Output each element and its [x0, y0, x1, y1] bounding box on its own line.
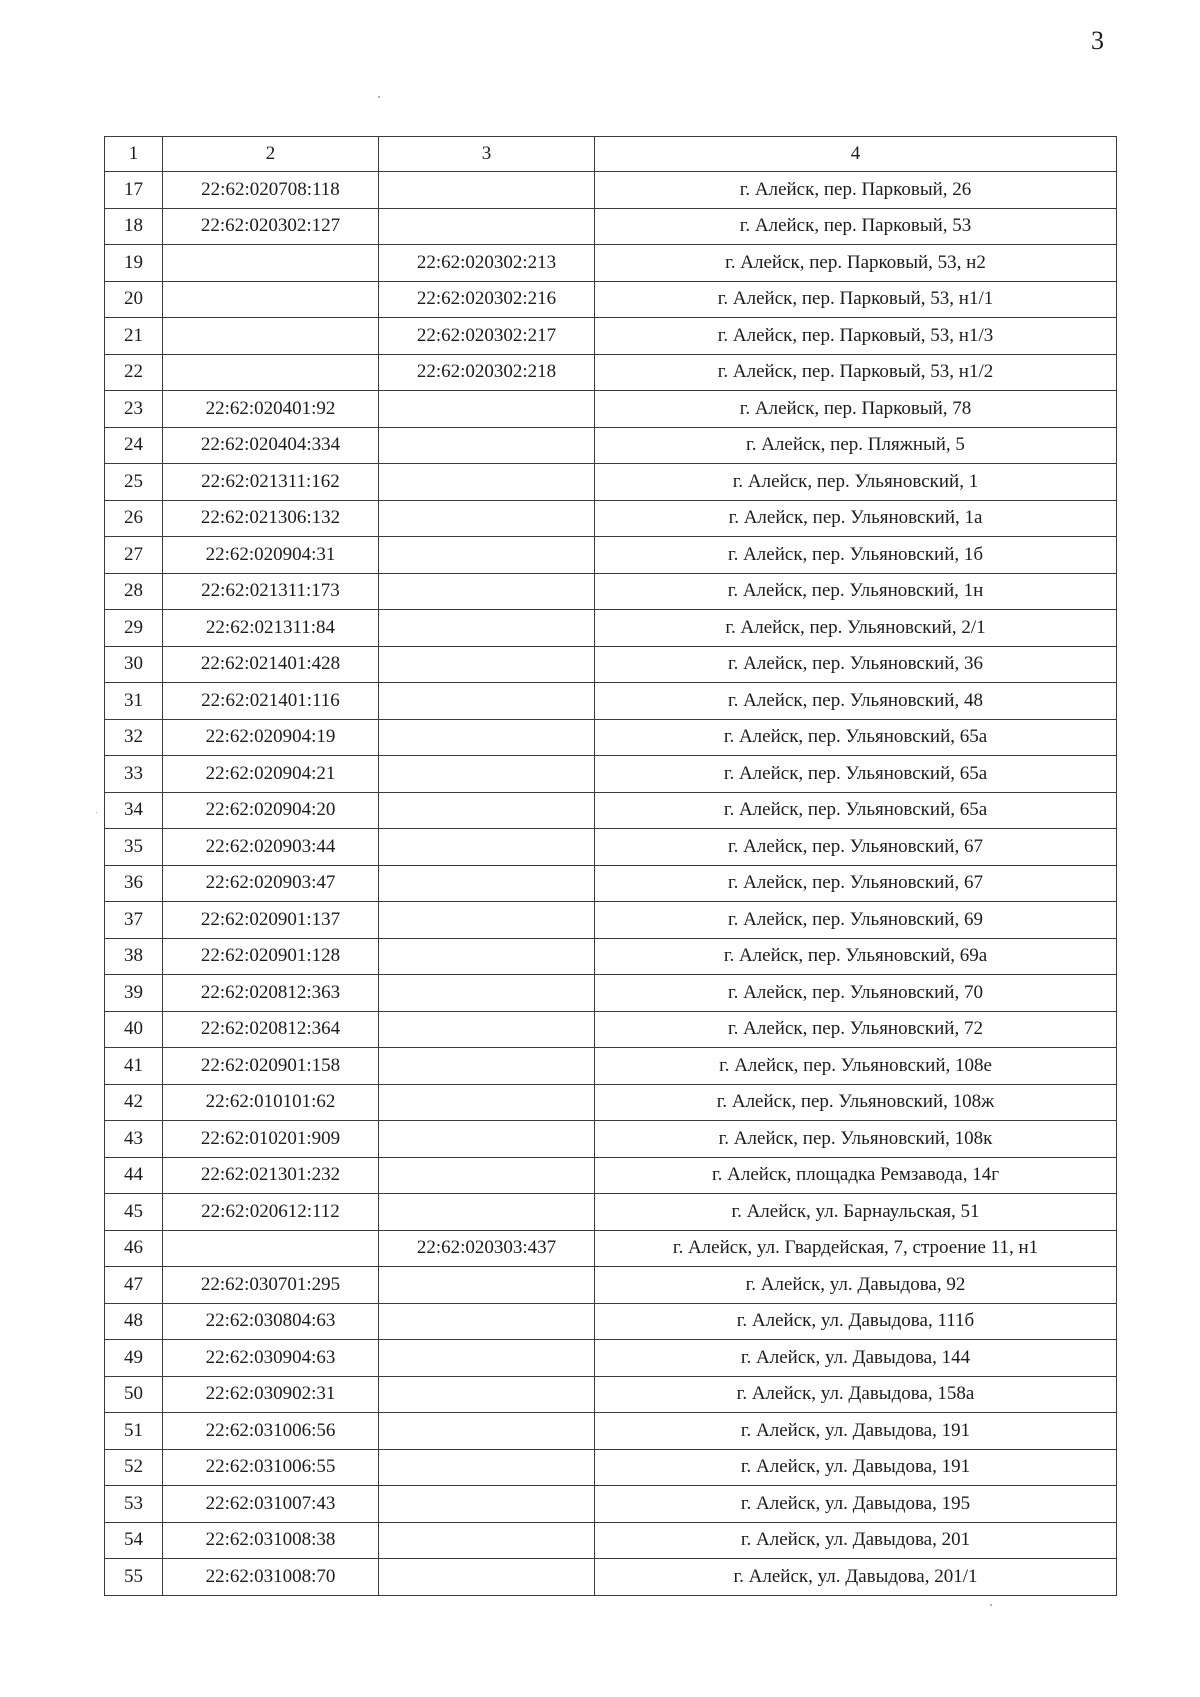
row-number-cell: 44	[105, 1157, 163, 1194]
row-number-cell: 45	[105, 1194, 163, 1231]
object-cadastral-number-cell: 22:62:020302:213	[379, 245, 595, 282]
object-cadastral-number-cell	[379, 172, 595, 209]
table-row	[105, 208, 1117, 245]
table-row	[105, 1084, 1117, 1121]
row-number-cell: 23	[105, 391, 163, 428]
object-cadastral-number-cell	[379, 464, 595, 501]
row-number-cell: 40	[105, 1011, 163, 1048]
address-cell: г. Алейск, пер. Парковый, 78	[595, 391, 1117, 428]
address-cell: г. Алейск, пер. Ульяновский, 1	[595, 464, 1117, 501]
table-row	[105, 1157, 1117, 1194]
table-row	[105, 975, 1117, 1012]
table-row	[105, 1340, 1117, 1377]
cadastral-number-cell: 22:62:020302:127	[163, 208, 379, 245]
object-cadastral-number-cell	[379, 1121, 595, 1158]
cadastral-number-cell: 22:62:020812:364	[163, 1011, 379, 1048]
table-row	[105, 610, 1117, 647]
cadastral-number-cell	[163, 281, 379, 318]
object-cadastral-number-cell	[379, 1157, 595, 1194]
address-cell: г. Алейск, пер. Ульяновский, 67	[595, 829, 1117, 866]
table-row	[105, 537, 1117, 574]
row-number-cell: 18	[105, 208, 163, 245]
address-cell: г. Алейск, ул. Барнаульская, 51	[595, 1194, 1117, 1231]
address-cell: г. Алейск, ул. Давыдова, 191	[595, 1413, 1117, 1450]
row-number-cell: 48	[105, 1303, 163, 1340]
object-cadastral-number-cell	[379, 573, 595, 610]
address-cell: г. Алейск, ул. Давыдова, 92	[595, 1267, 1117, 1304]
row-number-cell: 35	[105, 829, 163, 866]
row-number-cell: 36	[105, 865, 163, 902]
row-number-cell: 24	[105, 427, 163, 464]
cadastral-number-cell: 22:62:020903:44	[163, 829, 379, 866]
object-cadastral-number-cell	[379, 792, 595, 829]
row-number-cell: 32	[105, 719, 163, 756]
cadastral-number-cell: 22:62:030904:63	[163, 1340, 379, 1377]
table-row	[105, 865, 1117, 902]
row-number-cell: 42	[105, 1084, 163, 1121]
object-cadastral-number-cell	[379, 938, 595, 975]
table-row	[105, 1121, 1117, 1158]
address-cell: г. Алейск, пер. Парковый, 53, н1/2	[595, 354, 1117, 391]
table-row	[105, 1048, 1117, 1085]
address-cell: г. Алейск, ул. Гвардейская, 7, строение 11, н1	[595, 1230, 1117, 1267]
address-cell: г. Алейск, пер. Ульяновский, 108ж	[595, 1084, 1117, 1121]
address-cell: г. Алейск, пер. Ульяновский, 108е	[595, 1048, 1117, 1085]
scan-speck	[96, 812, 97, 813]
object-cadastral-number-cell	[379, 537, 595, 574]
cadastral-number-cell: 22:62:031007:43	[163, 1486, 379, 1523]
table-row	[105, 1011, 1117, 1048]
cadastral-number-cell: 22:62:030902:31	[163, 1376, 379, 1413]
table-row	[105, 573, 1117, 610]
cadastral-number-cell: 22:62:020812:363	[163, 975, 379, 1012]
cadastral-number-cell	[163, 1230, 379, 1267]
address-cell: г. Алейск, пер. Парковый, 26	[595, 172, 1117, 209]
table-header	[105, 137, 1117, 172]
address-cell: г. Алейск, площадка Ремзавода, 14г	[595, 1157, 1117, 1194]
object-cadastral-number-cell	[379, 208, 595, 245]
object-cadastral-number-cell	[379, 1413, 595, 1450]
cadastral-number-cell: 22:62:020708:118	[163, 172, 379, 209]
cadastral-number-cell: 22:62:021401:116	[163, 683, 379, 720]
address-cell: г. Алейск, пер. Ульяновский, 65а	[595, 792, 1117, 829]
cadastral-number-cell: 22:62:021401:428	[163, 646, 379, 683]
object-cadastral-number-cell	[379, 1194, 595, 1231]
column-header-4: 4	[595, 137, 1117, 172]
address-cell: г. Алейск, ул. Давыдова, 201/1	[595, 1559, 1117, 1596]
address-cell: г. Алейск, пер. Ульяновский, 69а	[595, 938, 1117, 975]
table-row	[105, 1376, 1117, 1413]
address-cell: г. Алейск, пер. Ульяновский, 1а	[595, 500, 1117, 537]
table-row	[105, 245, 1117, 282]
row-number-cell: 43	[105, 1121, 163, 1158]
object-cadastral-number-cell	[379, 756, 595, 793]
object-cadastral-number-cell	[379, 865, 595, 902]
address-cell: г. Алейск, пер. Парковый, 53, н1/3	[595, 318, 1117, 355]
cadastral-number-cell	[163, 354, 379, 391]
header-row	[105, 137, 1117, 172]
row-number-cell: 47	[105, 1267, 163, 1304]
object-cadastral-number-cell	[379, 1011, 595, 1048]
object-cadastral-number-cell: 22:62:020302:216	[379, 281, 595, 318]
object-cadastral-number-cell	[379, 683, 595, 720]
table-body	[105, 172, 1117, 1596]
row-number-cell: 25	[105, 464, 163, 501]
table-row	[105, 756, 1117, 793]
row-number-cell: 17	[105, 172, 163, 209]
address-cell: г. Алейск, ул. Давыдова, 191	[595, 1449, 1117, 1486]
cadastral-number-cell: 22:62:020612:112	[163, 1194, 379, 1231]
table-row	[105, 391, 1117, 428]
column-header-1: 1	[105, 137, 163, 172]
row-number-cell: 38	[105, 938, 163, 975]
object-cadastral-number-cell	[379, 610, 595, 647]
cadastral-number-cell: 22:62:030701:295	[163, 1267, 379, 1304]
object-cadastral-number-cell	[379, 1048, 595, 1085]
row-number-cell: 37	[105, 902, 163, 939]
table-row	[105, 1230, 1117, 1267]
object-cadastral-number-cell	[379, 1376, 595, 1413]
object-cadastral-number-cell	[379, 500, 595, 537]
object-cadastral-number-cell	[379, 1084, 595, 1121]
table-row	[105, 1194, 1117, 1231]
address-cell: г. Алейск, ул. Давыдова, 195	[595, 1486, 1117, 1523]
object-cadastral-number-cell: 22:62:020302:218	[379, 354, 595, 391]
object-cadastral-number-cell	[379, 902, 595, 939]
table-row	[105, 1267, 1117, 1304]
row-number-cell: 27	[105, 537, 163, 574]
cadastral-number-cell: 22:62:020901:137	[163, 902, 379, 939]
row-number-cell: 28	[105, 573, 163, 610]
registry-table	[104, 136, 1117, 1596]
table-row	[105, 683, 1117, 720]
address-cell: г. Алейск, ул. Давыдова, 144	[595, 1340, 1117, 1377]
cadastral-number-cell: 22:62:020903:47	[163, 865, 379, 902]
address-cell: г. Алейск, пер. Парковый, 53	[595, 208, 1117, 245]
object-cadastral-number-cell	[379, 391, 595, 428]
object-cadastral-number-cell	[379, 427, 595, 464]
scan-speck	[990, 1604, 992, 1606]
row-number-cell: 49	[105, 1340, 163, 1377]
address-cell: г. Алейск, пер. Ульяновский, 48	[595, 683, 1117, 720]
table-row	[105, 500, 1117, 537]
address-cell: г. Алейск, пер. Ульяновский, 1б	[595, 537, 1117, 574]
scan-speck	[378, 96, 380, 98]
cadastral-number-cell: 22:62:020904:31	[163, 537, 379, 574]
address-cell: г. Алейск, пер. Ульяновский, 70	[595, 975, 1117, 1012]
table-row	[105, 1303, 1117, 1340]
table-row	[105, 427, 1117, 464]
row-number-cell: 52	[105, 1449, 163, 1486]
table-row	[105, 792, 1117, 829]
address-cell: г. Алейск, пер. Ульяновский, 36	[595, 646, 1117, 683]
cadastral-number-cell: 22:62:031006:56	[163, 1413, 379, 1450]
table-row	[105, 1413, 1117, 1450]
table-row	[105, 354, 1117, 391]
table-row	[105, 318, 1117, 355]
table-row	[105, 281, 1117, 318]
table-row	[105, 1559, 1117, 1596]
row-number-cell: 26	[105, 500, 163, 537]
object-cadastral-number-cell	[379, 646, 595, 683]
row-number-cell: 41	[105, 1048, 163, 1085]
object-cadastral-number-cell	[379, 975, 595, 1012]
cadastral-number-cell: 22:62:031006:55	[163, 1449, 379, 1486]
table-row	[105, 172, 1117, 209]
cadastral-number-cell: 22:62:031008:70	[163, 1559, 379, 1596]
address-cell: г. Алейск, пер. Ульяновский, 65а	[595, 756, 1117, 793]
table-row	[105, 938, 1117, 975]
cadastral-number-cell	[163, 318, 379, 355]
cadastral-number-cell: 22:62:021311:173	[163, 573, 379, 610]
cadastral-number-cell: 22:62:010201:909	[163, 1121, 379, 1158]
object-cadastral-number-cell: 22:62:020303:437	[379, 1230, 595, 1267]
row-number-cell: 33	[105, 756, 163, 793]
cadastral-number-cell: 22:62:020401:92	[163, 391, 379, 428]
object-cadastral-number-cell	[379, 1303, 595, 1340]
object-cadastral-number-cell	[379, 829, 595, 866]
object-cadastral-number-cell	[379, 1449, 595, 1486]
table-row	[105, 1486, 1117, 1523]
table-row	[105, 902, 1117, 939]
address-cell: г. Алейск, пер. Ульяновский, 65а	[595, 719, 1117, 756]
cadastral-number-cell: 22:62:021301:232	[163, 1157, 379, 1194]
table-row	[105, 1522, 1117, 1559]
address-cell: г. Алейск, пер. Парковый, 53, н1/1	[595, 281, 1117, 318]
object-cadastral-number-cell	[379, 1522, 595, 1559]
address-cell: г. Алейск, ул. Давыдова, 158а	[595, 1376, 1117, 1413]
object-cadastral-number-cell	[379, 719, 595, 756]
address-cell: г. Алейск, ул. Давыдова, 201	[595, 1522, 1117, 1559]
address-cell: г. Алейск, пер. Ульяновский, 69	[595, 902, 1117, 939]
cadastral-number-cell: 22:62:030804:63	[163, 1303, 379, 1340]
row-number-cell: 29	[105, 610, 163, 647]
table-row	[105, 829, 1117, 866]
page-number: 3	[1091, 26, 1104, 55]
cadastral-number-cell: 22:62:021306:132	[163, 500, 379, 537]
cadastral-number-cell: 22:62:020904:21	[163, 756, 379, 793]
row-number-cell: 30	[105, 646, 163, 683]
row-number-cell: 22	[105, 354, 163, 391]
address-cell: г. Алейск, пер. Ульяновский, 108к	[595, 1121, 1117, 1158]
row-number-cell: 46	[105, 1230, 163, 1267]
object-cadastral-number-cell: 22:62:020302:217	[379, 318, 595, 355]
cadastral-number-cell: 22:62:020904:20	[163, 792, 379, 829]
address-cell: г. Алейск, пер. Ульяновский, 2/1	[595, 610, 1117, 647]
cadastral-number-cell: 22:62:020904:19	[163, 719, 379, 756]
table-row	[105, 464, 1117, 501]
address-cell: г. Алейск, пер. Ульяновский, 67	[595, 865, 1117, 902]
address-cell: г. Алейск, пер. Ульяновский, 1н	[595, 573, 1117, 610]
address-cell: г. Алейск, ул. Давыдова, 111б	[595, 1303, 1117, 1340]
object-cadastral-number-cell	[379, 1559, 595, 1596]
table-row	[105, 646, 1117, 683]
address-cell: г. Алейск, пер. Парковый, 53, н2	[595, 245, 1117, 282]
cadastral-number-cell	[163, 245, 379, 282]
cadastral-number-cell: 22:62:020901:158	[163, 1048, 379, 1085]
row-number-cell: 31	[105, 683, 163, 720]
row-number-cell: 21	[105, 318, 163, 355]
table-row	[105, 1449, 1117, 1486]
column-header-3: 3	[379, 137, 595, 172]
row-number-cell: 20	[105, 281, 163, 318]
column-header-2: 2	[163, 137, 379, 172]
cadastral-number-cell: 22:62:020901:128	[163, 938, 379, 975]
cadastral-number-cell: 22:62:020404:334	[163, 427, 379, 464]
row-number-cell: 50	[105, 1376, 163, 1413]
table-row	[105, 719, 1117, 756]
object-cadastral-number-cell	[379, 1267, 595, 1304]
cadastral-number-cell: 22:62:031008:38	[163, 1522, 379, 1559]
cadastral-number-cell: 22:62:021311:84	[163, 610, 379, 647]
object-cadastral-number-cell	[379, 1340, 595, 1377]
address-cell: г. Алейск, пер. Ульяновский, 72	[595, 1011, 1117, 1048]
object-cadastral-number-cell	[379, 1486, 595, 1523]
cadastral-number-cell: 22:62:010101:62	[163, 1084, 379, 1121]
row-number-cell: 34	[105, 792, 163, 829]
address-cell: г. Алейск, пер. Пляжный, 5	[595, 427, 1117, 464]
row-number-cell: 51	[105, 1413, 163, 1450]
row-number-cell: 54	[105, 1522, 163, 1559]
row-number-cell: 55	[105, 1559, 163, 1596]
cadastral-number-cell: 22:62:021311:162	[163, 464, 379, 501]
row-number-cell: 53	[105, 1486, 163, 1523]
row-number-cell: 19	[105, 245, 163, 282]
row-number-cell: 39	[105, 975, 163, 1012]
